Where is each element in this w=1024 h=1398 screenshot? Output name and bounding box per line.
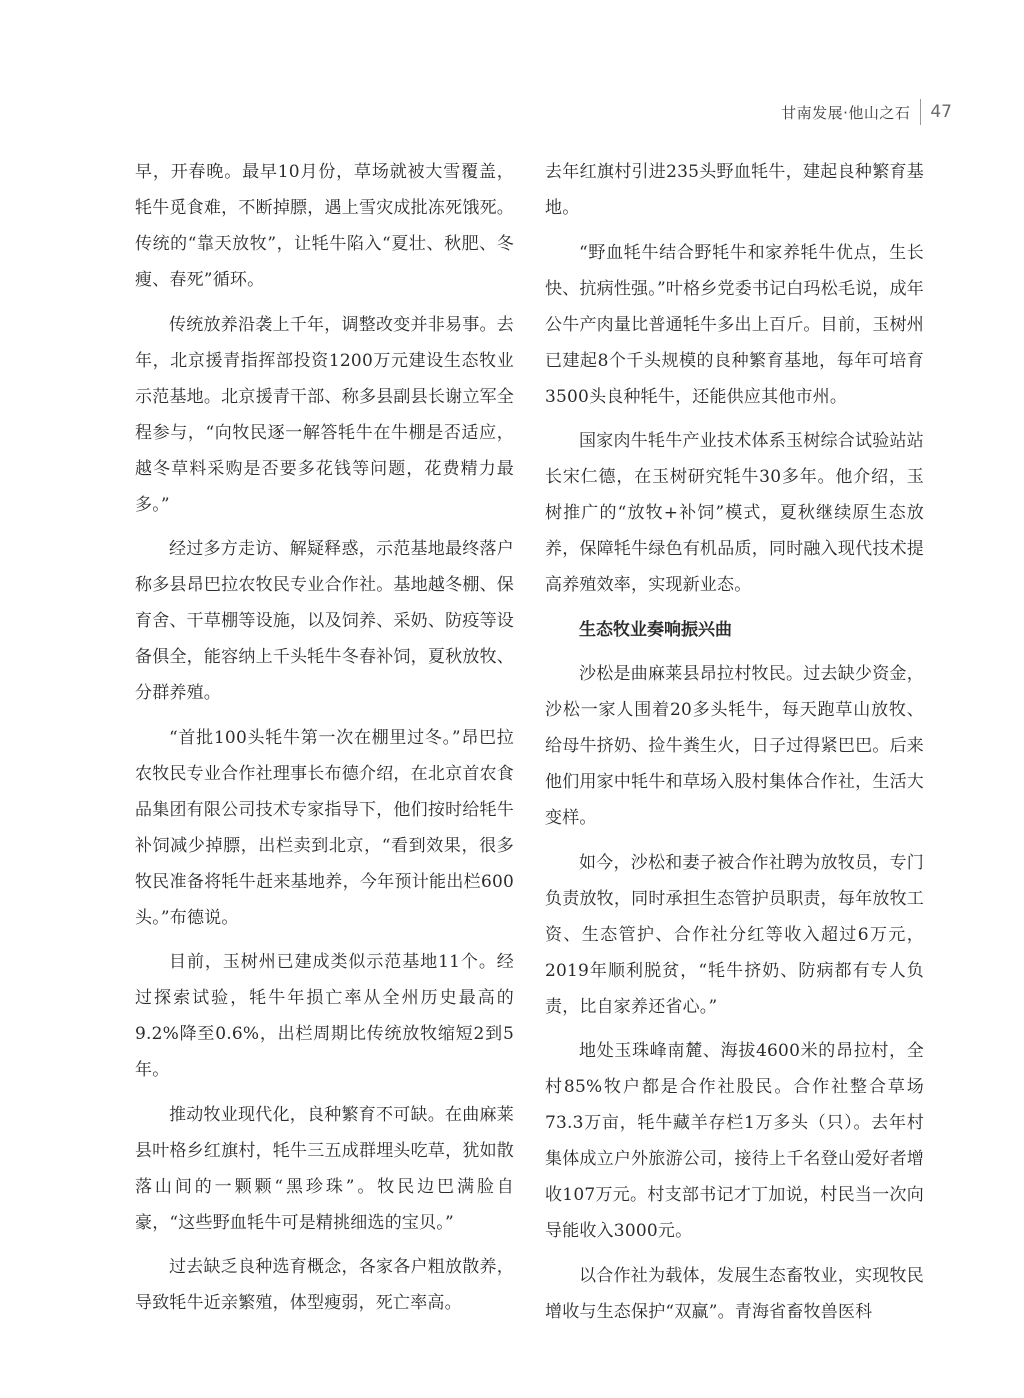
paragraph: 如今，沙松和妻子被合作社聘为放牧员，专门负责放牧，同时承担生态管护员职责，每年放牧工资、生态管护、合作社分红等收入超过6万元，2019年顺利脱贫，“牦牛挤奶、防病都有专人负责，比自家养还省心。” <box>545 852 924 1017</box>
paragraph: 传统放养沿袭上千年，调整改变并非易事。去年，北京援青指挥部投资1200万元建设生态牧业示范基地。北京援青干部、称多县副县长谢立军全程参与，“向牧民逐一解答牦牛在牛棚是否适应，越冬草料采购是否要多花钱等问题，花费精力最多。” <box>135 314 514 515</box>
right-column <box>545 154 924 1338</box>
section-title: 甘南发展·他山之石 <box>781 103 911 122</box>
left-column <box>135 154 514 1330</box>
paragraph: 过去缺乏良种选育概念，各家各户粗放散养，导致牦牛近亲繁殖，体型瘦弱，死亡率高。 <box>135 1257 514 1313</box>
paragraph: 推动牧业现代化，良种繁育不可缺。在曲麻莱县叶格乡红旗村，牦牛三五成群埋头吃草，犹如散落山间的一颗颗“黑珍珠”。牧民边巴满脸自豪，“这些野血牦牛可是精挑细选的宝贝。” <box>135 1104 514 1233</box>
section-subheading: 生态牧业奏响振兴曲 <box>579 619 732 640</box>
paragraph: 以合作社为载体，发展生态畜牧业，实现牧民增收与生态保护“双赢”。青海省畜牧兽医科 <box>545 1265 924 1322</box>
paragraph: “首批100头牦牛第一次在棚里过冬。”昂巴拉农牧民专业合作社理事长布德介绍，在北京首农食品集团有限公司技术专家指导下，他们按时给牦牛补饲减少掉膘，出栏卖到北京，“看到效果，很多牧民准备将牦牛赶来基地养，今年预计能出栏600头。”布德说。 <box>135 727 514 928</box>
paragraph: 地处玉珠峰南麓、海拔4600米的昂拉村，全村85%牧户都是合作社股民。合作社整合草场73.3万亩，牦牛藏羊存栏1万多头（只）。去年村集体成立户外旅游公司，接待上千名登山爱好者增收107万元。村支部书记才丁加说，村民当一次向导能收入3000元。 <box>545 1041 924 1241</box>
paragraph: “野血牦牛结合野牦牛和家养牦牛优点，生长快、抗病性强。”叶格乡党委书记白玛松毛说，成年公牛产肉量比普通牦牛多出上百斤。目前，玉树州已建起8个千头规模的良种繁育基地，每年可培育3500头良种牦牛，还能供应其他市州。 <box>545 242 924 407</box>
paragraph: 去年红旗村引进235头野血牦牛，建起良种繁育基地。 <box>545 162 924 218</box>
running-header <box>781 98 952 126</box>
paragraph: 沙松是曲麻莱县昂拉村牧民。过去缺少资金，沙松一家人围着20多头牦牛，每天跑草山放牧、给母牛挤奶、捡牛粪生火，日子过得紧巴巴。后来他们用家中牦牛和草场入股村集体合作社，生活大变样。 <box>545 664 924 828</box>
header-divider <box>920 99 921 125</box>
page-number: 47 <box>930 102 952 122</box>
paragraph: 经过多方走访、解疑释惑，示范基地最终落户称多县昂巴拉农牧民专业合作社。基地越冬棚、保育舍、干草棚等设施，以及饲养、采奶、防疫等设备俱全，能容纳上千头牦牛冬春补饲，夏秋放牧、分群养殖。 <box>135 539 514 703</box>
paragraph: 早，开春晚。最早10月份，草场就被大雪覆盖，牦牛觅食难，不断掉膘，遇上雪灾成批冻死饿死。传统的“靠天放牧”，让牦牛陷入“夏壮、秋肥、冬瘦、春死”循环。 <box>135 162 514 290</box>
paragraph: 目前，玉树州已建成类似示范基地11个。经过探索试验，牦牛年损亡率从全州历史最高的9.2%降至0.6%，出栏周期比传统放牧缩短2到5年。 <box>135 952 514 1080</box>
paragraph: 国家肉牛牦牛产业技术体系玉树综合试验站站长宋仁德，在玉树研究牦牛30多年。他介绍，玉树推广的“放牧+补饲”模式，夏秋继续原生态放养，保障牦牛绿色有机品质，同时融入现代技术提高养殖效率，实现新业态。 <box>545 431 924 595</box>
